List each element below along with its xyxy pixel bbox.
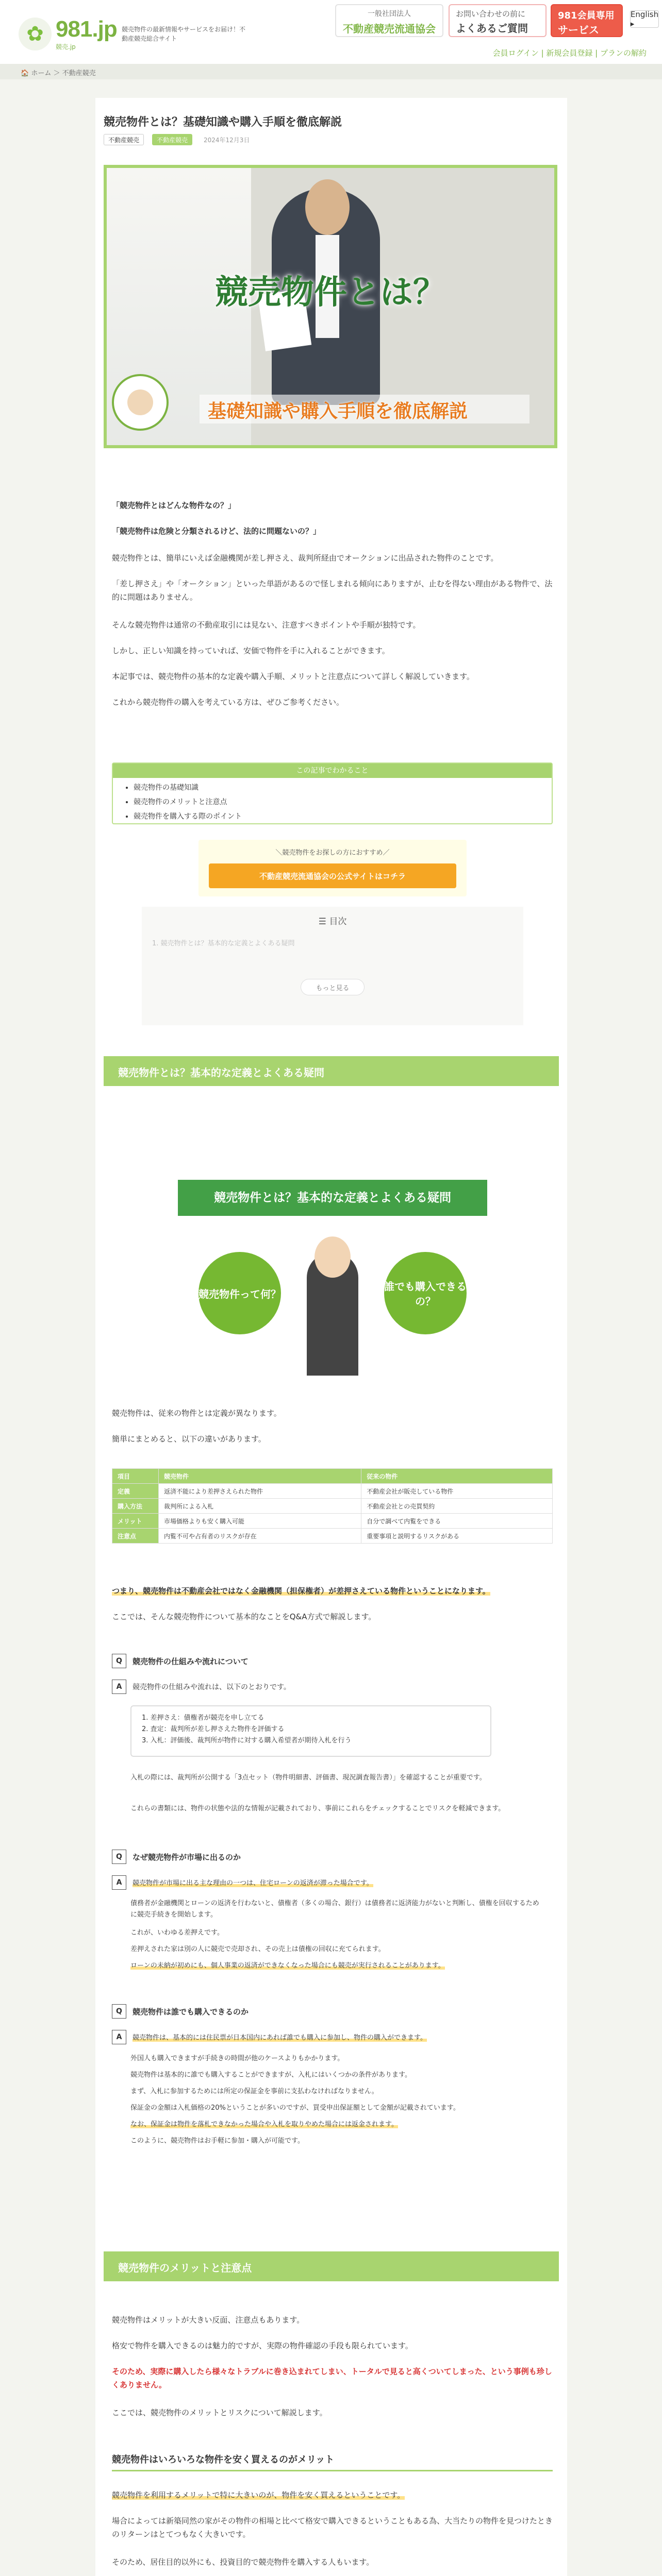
table-cell: 定義 xyxy=(112,1484,159,1499)
cta-text: ＼競売物件をお探しの方におすすめ／ xyxy=(275,849,390,857)
highlight-text: 競売物件を利用するメリットで特に大きいのが、物件を安く買えるということです。 xyxy=(112,2490,405,2500)
summary-item: • 競売物件のメリットと注意点 xyxy=(134,796,552,807)
qa-question: 競売物件の仕組みや流れについて xyxy=(133,1657,249,1666)
steps-list xyxy=(130,1705,491,1757)
table-row xyxy=(112,1484,553,1499)
intro-paragraph: これから競売物件の購入を考えている方は、ぜひご参考ください。 xyxy=(112,698,344,707)
paragraph xyxy=(112,2488,553,2502)
member-service-banner[interactable] xyxy=(551,4,623,37)
emphasis-text: そのため、実際に購入したら様々なトラブルに巻き込まれてしまい、トータルで見ると高くついてしまった、という事例も珍しくありません。 xyxy=(112,2367,552,2389)
breadcrumb[interactable]: 🏠 ホーム ＞ 不動産競売 xyxy=(0,64,662,79)
toc-more-button[interactable]: もっと見る xyxy=(301,979,365,995)
language-switch[interactable]: English ▸ xyxy=(630,10,659,28)
faq-line1: お問い合わせの前に xyxy=(456,9,526,19)
table-cell: 不動産会社が販売している物件 xyxy=(361,1484,553,1499)
table-row xyxy=(112,1514,553,1529)
table-cell: メリット xyxy=(112,1514,159,1529)
man-head xyxy=(305,179,350,235)
eyecatch-title: 競売物件とは？ xyxy=(215,274,446,312)
person-head xyxy=(315,1236,351,1278)
illustration-bubble: 誰でも購入できるの？ xyxy=(384,1252,467,1334)
qa-paragraph xyxy=(130,2119,543,2128)
step-item: 2. 査定：裁判所が差し押さえた物件を評価する xyxy=(142,1725,285,1733)
account-links[interactable]: 会員ログイン | 新規会員登録 | プランの解約 xyxy=(492,48,647,58)
intro-paragraph: 「差し押さえ」や「オークション」といった単語があるので怪しまれる傾向にありますが、止むを得ない理由がある物件で、法的に問題はありません。 xyxy=(112,579,553,602)
paragraph: 競売物件は、従来の物件とは定義が異なります。 xyxy=(112,1409,282,1418)
intro-paragraph: そんな競売物件は通常の不動産取引には見ない、注意すべきポイントや手順が独特です。 xyxy=(112,620,421,630)
q-label: Q xyxy=(112,2004,126,2019)
step-item: 3. 入札：評価後、裁判所が物件に対する購入希望者が期待入札を行う xyxy=(142,1737,352,1744)
logo-subtext: 競売.jp xyxy=(56,43,76,50)
table-cell: 自分で調べて内覧をできる xyxy=(361,1514,553,1529)
highlight-text: つまり、競売物件は不動産会社ではなく金融機関（担保権者）が差押さえている物件ということになります。 xyxy=(112,1586,490,1596)
faq-line2: よくあるご質問 xyxy=(456,22,528,35)
qa-answer xyxy=(133,1877,373,1887)
table-cell: 返済不能により差押さえられた物件 xyxy=(159,1484,361,1499)
paragraph: 簡単にまとめると、以下の違いがあります。 xyxy=(112,1434,266,1444)
summary-heading: この記事でわかること xyxy=(113,764,552,778)
section-heading: 競売物件のメリットと注意点 xyxy=(104,2251,559,2281)
member-line2: サービス xyxy=(558,24,599,36)
qa-paragraph: 競売物件は基本的に誰でも購入することができますが、入札にはいくつかの条件があります。 xyxy=(130,2071,411,2079)
table-cell: 不動産会社との売買契約 xyxy=(361,1499,553,1514)
illustration-title: 競売物件とは？基本的な定義とよくある疑問 xyxy=(178,1180,487,1216)
cta-box xyxy=(198,840,467,896)
summary-box xyxy=(112,762,553,824)
table-cell: 重要事項と説明するリスクがある xyxy=(361,1529,553,1544)
association-line2: 不動産競売流通協会 xyxy=(343,23,436,35)
qa-paragraph: まず、入札に参加するためには所定の保証金を事前に支払わなければなりません。 xyxy=(130,2088,378,2095)
paragraph xyxy=(112,1584,553,1598)
highlight-text: ローンの未納が初めにも、個人事業の返済ができなくなった場合にも競売が実行されることがあります。 xyxy=(130,1962,445,1970)
intro-question-2: 「競売物件は危険と分類されるけど、法的に問題ないの？」 xyxy=(112,527,321,536)
category-tag[interactable]: 不動産競売 xyxy=(104,134,144,145)
table-header: 従来の物件 xyxy=(361,1469,553,1484)
toc-item[interactable]: 1. 競売物件とは？基本的な定義とよくある疑問 xyxy=(152,940,295,947)
qa-paragraph: 差押えされた家は別の人に競売で売却され、その売上は債権の回収に充てられます。 xyxy=(130,1945,385,1953)
table-of-contents xyxy=(142,907,523,1025)
table-header: 項目 xyxy=(112,1469,159,1484)
qa-question: 競売物件は誰でも購入できるのか xyxy=(133,2007,249,2016)
comparison-table xyxy=(112,1468,553,1544)
q-label: Q xyxy=(112,1850,126,1864)
official-site-button[interactable]: 不動産競売流通協会の公式サイトはコチラ xyxy=(209,863,456,888)
association-line1: 一般社団法人 xyxy=(368,10,411,18)
logo-mark-icon: ✿ xyxy=(19,18,52,50)
qa-paragraph: 外国人も購入できますが手続きの時間が他のケースよりもかかります。 xyxy=(130,2055,344,2062)
intro-paragraph: しかし、正しい知識を持っていれば、安価で物件を手に入れることができます。 xyxy=(112,646,390,655)
qa-paragraph: 債務者が金融機関とローンの返済を行わないと、債権者（多くの場合、銀行）は債務者に返済能力がないと判断し、債権を回収するために競売手続きを開始します。 xyxy=(130,1900,539,1919)
paragraph: そのため、居住目的以外にも、投資目的で競売物件を購入する人もいます。 xyxy=(112,2557,374,2567)
site-logo[interactable] xyxy=(19,13,137,55)
member-line1: 981会員専用 xyxy=(558,10,615,21)
table-cell: 市場価格よりも安く購入可能 xyxy=(159,1514,361,1529)
paragraph xyxy=(112,2365,553,2392)
table-cell: 注意点 xyxy=(112,1529,159,1544)
qa-paragraph xyxy=(130,1960,543,1970)
paragraph: ここでは、競売物件のメリットとリスクについて解説します。 xyxy=(112,2408,327,2417)
step-item: 1. 差押さえ：債権者が競売を申し立てる xyxy=(142,1714,264,1722)
qa-paragraph: このように、競売物件はお手軽に参加・購入が可能です。 xyxy=(130,2137,304,2145)
qa-paragraph: 入札の際には、裁判所が公開する「3点セット（物件明細書、評価書、現況調査報告書）」を確認することが重要です。 xyxy=(130,1774,486,1782)
summary-item: • 競売物件の基礎知識 xyxy=(134,782,552,792)
paragraph: ここでは、そんな競売物件について基本的なことをQ&A方式で解説します。 xyxy=(112,1612,376,1621)
section-illustration xyxy=(178,1180,487,1376)
table-cell: 裁判所による入札 xyxy=(159,1499,361,1514)
q-label: Q xyxy=(112,1654,126,1668)
article xyxy=(95,98,567,2576)
site-header xyxy=(0,0,662,64)
post-date: 2024年12月3日 xyxy=(204,137,250,144)
table-cell: 内覧不可や占有者のリスクが存在 xyxy=(159,1529,361,1544)
site-tagline: 競売物件の最新情報やサービスをお届け！不動産競売総合サイト xyxy=(122,26,246,42)
page-title: 競売物件とは？基礎知識や購入手順を徹底解説 xyxy=(104,116,342,129)
a-label: A xyxy=(112,2030,126,2044)
logo-text: 981.jp xyxy=(56,16,117,42)
a-label: A xyxy=(112,1875,126,1890)
intro-paragraph: 競売物件とは、簡単にいえば金融機関が差し押さえ、裁判所経由でオークションに出品された物件のことです。 xyxy=(112,553,499,563)
paragraph: 格安で物件を購入できるのは魅力的ですが、実際の物件確認の手段も限られています。 xyxy=(112,2341,413,2350)
table-header-row xyxy=(112,1469,553,1484)
eyecatch-image xyxy=(104,165,557,448)
faq-banner[interactable] xyxy=(449,4,547,37)
highlight-text: 競売物件が市場に出る主な理由の一つは、住宅ローンの返済が滞った場合です。 xyxy=(133,1879,373,1887)
intro-question-1: 「競売物件とはどんな物件なの？」 xyxy=(112,501,236,510)
a-label: A xyxy=(112,1680,126,1694)
qa-paragraph: 保証金の金額は入札価格の20%ということが多いのですが、買受申出保証額として金額が記載されています。 xyxy=(130,2104,460,2112)
table-row xyxy=(112,1529,553,1544)
illustration-bubble: 競売物件って何？ xyxy=(198,1252,281,1334)
table-cell: 購入方法 xyxy=(112,1499,159,1514)
subsection-heading: 競売物件はいろいろな物件を安く買えるのがメリット xyxy=(112,2452,553,2471)
toc-heading: ☰ 目次 xyxy=(318,917,347,927)
highlight-text: 競売物件は、基本的には住民票が日本国内にあれば誰でも購入に参加し、物件の購入ができます。 xyxy=(133,2034,427,2042)
qa-paragraph: これらの書類には、物件の状態や法的な情報が記載されており、事前にこれらをチェックすることでリスクを軽減できます。 xyxy=(130,1805,505,1812)
table-header: 競売物件 xyxy=(159,1469,361,1484)
intro-paragraph: 本記事では、競売物件の基本的な定義や購入手順、メリットと注意点について詳しく解説していきます。 xyxy=(112,672,474,681)
table-row xyxy=(112,1499,553,1514)
highlight-text: なお、保証金は物件を落札できなかった場合や入札を取りやめた場合には返金されます。 xyxy=(130,2121,398,2128)
qa-answer xyxy=(133,2032,427,2042)
category-tag-active[interactable]: 不動産競売 xyxy=(152,134,192,145)
eyecatch-subtitle: 基礎知識や購入手順を徹底解説 xyxy=(208,401,468,422)
paragraph: 競売物件はメリットが大きい反面、注意点もあります。 xyxy=(112,2315,305,2325)
section-heading: 競売物件とは？基本的な定義とよくある疑問 xyxy=(104,1056,559,1086)
qa-question: なぜ競売物件が市場に出るのか xyxy=(133,1853,241,1862)
paragraph: 場合によっては新築同然の家がその物件の相場と比べて格安で購入できるということもある為、大当たりの物件を見つけたときのリターンはとてつもなく大きいです。 xyxy=(112,2516,553,2539)
association-banner[interactable] xyxy=(335,4,443,37)
summary-item: • 競売物件を購入する際のポイント xyxy=(134,811,552,821)
mascot-face xyxy=(127,389,153,415)
qa-paragraph: これが、いわゆる差押えです。 xyxy=(130,1929,224,1937)
qa-answer: 競売物件の仕組みや流れは、以下のとおりです。 xyxy=(133,1683,291,1691)
